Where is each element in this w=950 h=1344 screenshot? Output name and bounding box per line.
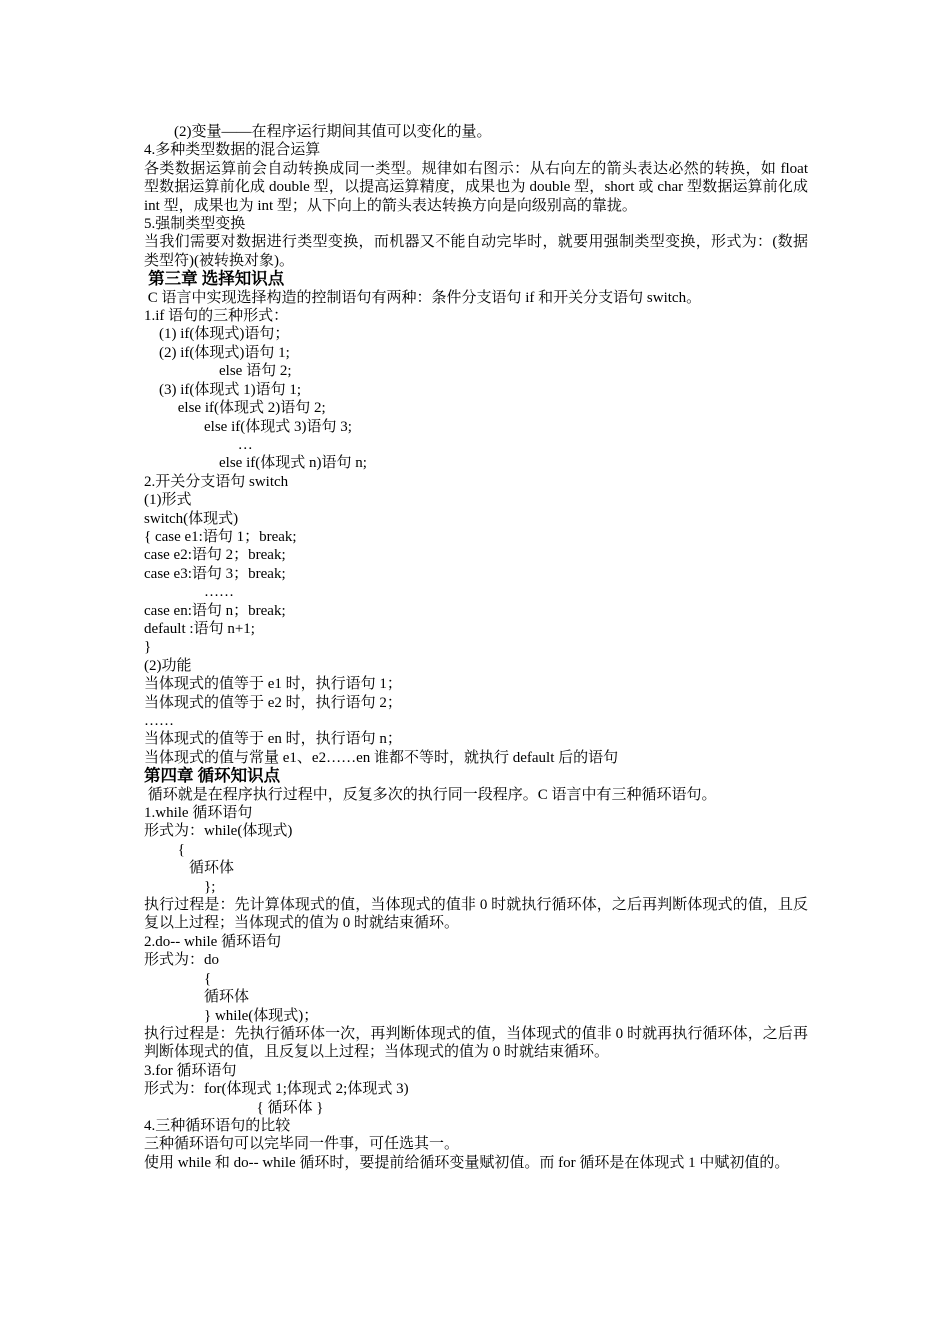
text-line: 当体现式的值等于 e1 时，执行语句 1； xyxy=(144,676,402,693)
text-line: (2)功能 xyxy=(144,657,192,674)
code-line: 形式为：for(体现式 1;体现式 2;体现式 3) xyxy=(144,1081,409,1098)
paragraph: 当我们需要对数据进行类型变换，而机器又不能自动完毕时，就要用强制类型变换，形式为：(数据类型符)(被转换对象)。 xyxy=(144,234,808,269)
code-line: 形式为：do xyxy=(144,952,220,969)
code-line: (3) if(体现式 1)语句 1; xyxy=(144,381,302,398)
section-heading: 2.开关分支语句 switch xyxy=(144,473,289,490)
text-line: …… xyxy=(144,713,174,729)
paragraph: 执行过程是：先计算体现式的值，当体现式的值非 0 时就执行循环体，之后再判断体现式的值，且反复以上过程；当体现式的值为 0 时就结束循环。 xyxy=(144,897,808,932)
code-line: { xyxy=(144,841,185,858)
code-line: …… xyxy=(144,584,234,601)
section-heading: 2.do-- while 循环语句 xyxy=(144,933,282,950)
section-heading: 1.while 循环语句 xyxy=(144,805,253,822)
code-line: { xyxy=(144,970,212,987)
text-line: 循环就是在程序执行过程中，反复多次的执行同一段程序。C 语言中有三种循环语句。 xyxy=(144,786,717,803)
code-line: 形式为：while(体现式) xyxy=(144,823,293,840)
section-heading: 4.三种循环语句的比较 xyxy=(144,1117,291,1134)
code-line: … xyxy=(144,436,253,453)
code-line: else if(体现式 2)语句 2; xyxy=(144,400,326,417)
paragraph: 使用 while 和 do-- while 循环时，要提前给循环变量赋初值。而 for 循环是在体现式 1 中赋初值的。 xyxy=(144,1154,790,1171)
section-heading: 3.for 循环语句 xyxy=(144,1062,237,1079)
code-line: else 语句 2; xyxy=(144,363,292,380)
code-line: case en:语句 n；break; xyxy=(144,602,286,619)
section-heading: 5.强制类型变换 xyxy=(144,216,246,233)
code-line: case e2:语句 2；break; xyxy=(144,547,286,564)
code-line: { 循环体 } xyxy=(144,1099,324,1116)
code-line: } while(体现式)； xyxy=(144,1007,319,1024)
code-line: case e3:语句 3；break; xyxy=(144,565,286,582)
code-line: 循环体 xyxy=(144,989,250,1006)
code-line: } xyxy=(144,639,152,656)
code-line: 循环体 xyxy=(144,860,235,877)
code-line: else if(体现式 n)语句 n; xyxy=(144,455,367,472)
code-line: default :语句 n+1; xyxy=(144,620,255,637)
code-line: (2) if(体现式)语句 1; xyxy=(144,344,290,361)
section-heading: 1.if 语句的三种形式： xyxy=(144,308,289,325)
code-line: switch(体现式) xyxy=(144,510,239,527)
text-line: 当体现式的值与常量 e1、e2……en 谁都不等时，就执行 default 后的语句 xyxy=(144,749,619,766)
text-line: (2)变量——在程序运行期间其值可以变化的量。 xyxy=(144,124,492,140)
chapter-heading: 第三章 选择知识点 xyxy=(144,269,285,289)
paragraph: 执行过程是：先执行循环体一次，再判断体现式的值，当体现式的值非 0 时就再执行循环体，之后再判断体现式的值，且反复以上过程；当体现式的值为 0 时就结束循环。 xyxy=(144,1025,808,1061)
text-line: 当体现式的值等于 e2 时，执行语句 2； xyxy=(144,694,402,711)
section-heading: 4.多种类型数据的混合运算 xyxy=(144,142,321,159)
text-line: (1)形式 xyxy=(144,492,192,509)
paragraph: 各类数据运算前会自动转换成同一类型。规律如右图示：从右向左的箭头表达必然的转换，如 float 型数据运算前化成 double 型，以提高运算精度，成果也为 double 型，short 或 char 型数据运算前化成 int 型，成果也为 int 型；从下向上的箭头表达转换方向是向级别高的靠拢。 xyxy=(144,160,808,214)
chapter-heading: 第四章 循环知识点 xyxy=(144,766,281,786)
code-line: else if(体现式 3)语句 3; xyxy=(144,418,352,435)
code-line: (1) if(体现式)语句； xyxy=(144,326,290,343)
code-line: }; xyxy=(144,878,216,895)
document-body xyxy=(144,123,808,1172)
text-line: 当体现式的值等于 en 时，执行语句 n； xyxy=(144,731,402,748)
text-line: 三种循环语句可以完毕同一件事，可任选其一。 xyxy=(144,1136,460,1153)
text-line: C 语言中实现选择构造的控制语句有两种：条件分支语句 if 和开关分支语句 switch。 xyxy=(144,289,702,306)
code-line: { case e1:语句 1；break; xyxy=(144,528,297,545)
